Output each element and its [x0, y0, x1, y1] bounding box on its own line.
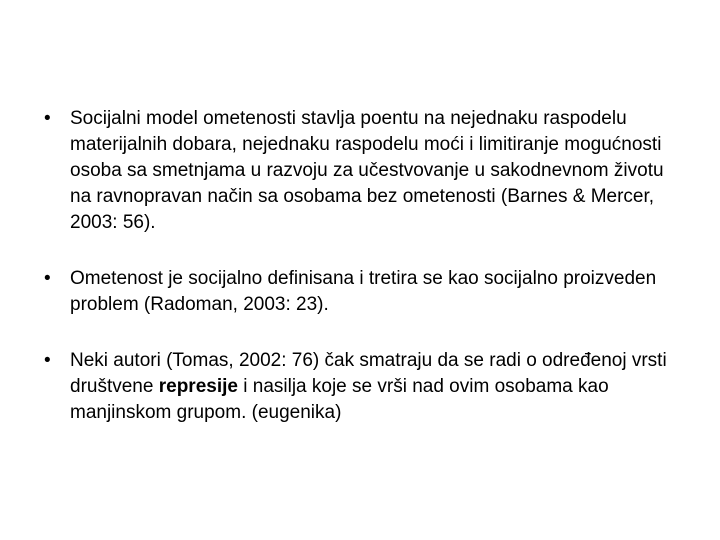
bullet-text: Ometenost je socijalno definisana i tretira se kao socijalno proizveden problem (Radoman, 2003: 23). [70, 268, 657, 315]
bullet-list [44, 106, 680, 426]
bullet-text: Socijalni model ometenosti stavlja poentu na nejednaku raspodelu materijalnih dobara, nejednaku raspodelu moći i limitiranje mogućnosti osoba sa smetnjama u razvoju za učestvovanje u sakodnevnom životu na ravnopravan način sa osobama bez ometenosti (Barnes & Mercer, 2003: 56). [70, 108, 664, 233]
bullet-text-part: Neki autori (Tomas, 2002: 76) čak smatraju da se radi o određenoj vrsti društvene [70, 350, 667, 397]
bullet-text-part: i nasilja koje se vrši nad ovim osobama kao manjinskom grupom. (eugenika) [70, 376, 609, 423]
bullet-item-socially-defined [44, 266, 680, 318]
bullet-item-repression [44, 348, 680, 426]
bullet-text [70, 350, 667, 423]
bullet-text-emphasis: represije [158, 376, 238, 397]
bullet-icon: • [44, 108, 51, 129]
bullet-icon: • [44, 350, 51, 371]
bullet-icon: • [44, 268, 51, 289]
bullet-item-social-model [44, 106, 680, 236]
